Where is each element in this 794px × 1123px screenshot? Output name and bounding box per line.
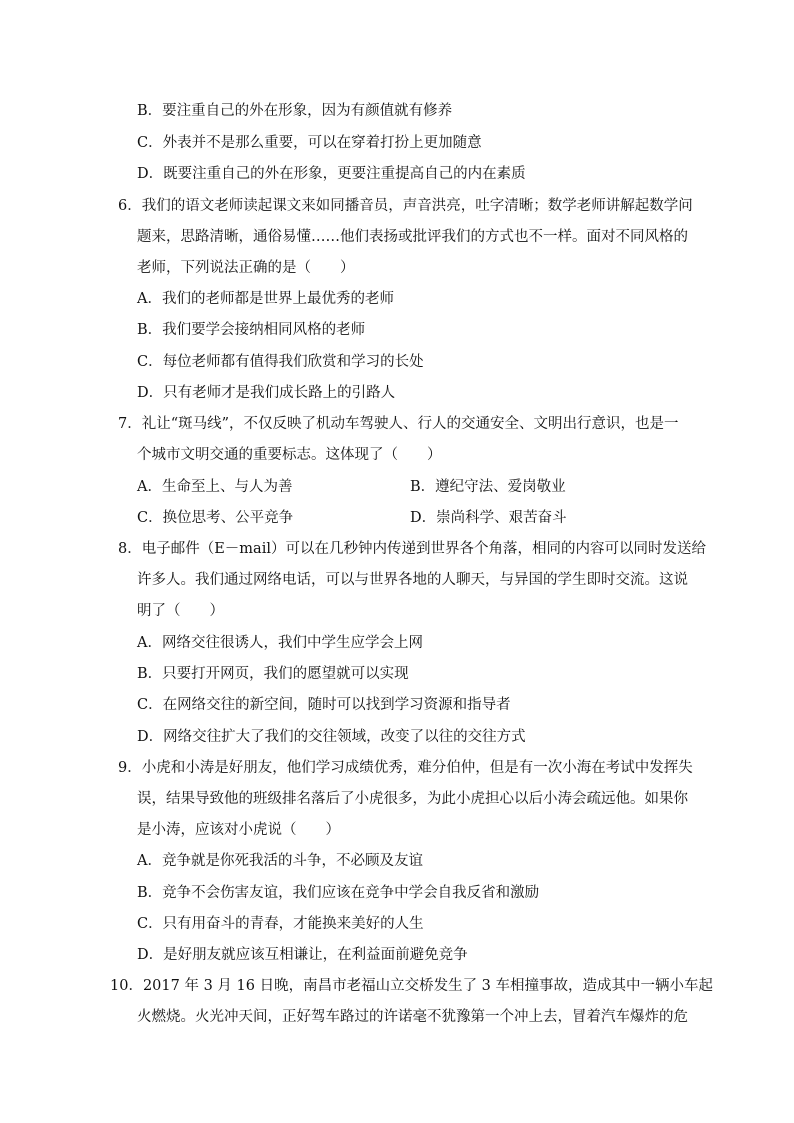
q9-option-a: A．竞争就是你死我活的斗争，不必顾及友谊 <box>137 853 423 869</box>
q9-option-d: D．是好朋友就应该互相谦让，在利益面前避免竞争 <box>137 947 468 963</box>
q6-stem-line-2: 题来，思路清晰，通俗易懂……他们表扬或批评我们的方式也不一样。面对不同风格的 <box>137 229 688 245</box>
q6-option-c: C．每位老师都有值得我们欣赏和学习的长处 <box>137 354 424 370</box>
q8-option-d: D．网络交往扩大了我们的交往领域，改变了以往的交往方式 <box>137 729 526 745</box>
q8-option-a: A．网络交往很诱人，我们中学生应学会上网 <box>137 635 423 651</box>
q8-stem-line-1: 8．电子邮件（E－mail）可以在几秒钟内传递到世界各个角落，相同的内容可以同时发送给 <box>118 541 706 557</box>
q9-stem-line-3: 是小涛，应该对小虎说（ ） <box>137 822 340 838</box>
q9-option-b: B．竞争不会伤害友谊，我们应该在竞争中学会自我反省和激励 <box>137 885 540 901</box>
q7-option-d: D．崇尚科学、艰苦奋斗 <box>410 510 567 526</box>
q8-option-b: B．只要打开网页，我们的愿望就可以实现 <box>137 666 409 682</box>
q6-stem-line-3: 老师，下列说法正确的是（ ） <box>137 260 355 276</box>
q8-stem-line-2: 许多人。我们通过网络电话，可以与世界各地的人聊天，与异国的学生即时交流。这说 <box>137 572 688 588</box>
q8-stem-line-3: 明了（ ） <box>137 603 224 619</box>
q5-option-c: C．外表并不是那么重要，可以在穿着打扮上更加随意 <box>137 135 482 151</box>
q8-option-c: C．在网络交往的新空间，随时可以找到学习资源和指导者 <box>137 697 511 713</box>
q10-stem-line-1: 10．2017 年 3 月 16 日晚，南昌市老福山立交桥发生了 3 车相撞事故，造成其中一辆小车起 <box>110 978 714 994</box>
q6-stem-line-1: 6．我们的语文老师读起课文来如同播音员，声音洪亮，吐字清晰；数学老师讲解起数学问 <box>118 198 693 214</box>
q10-stem-line-2: 火燃烧。火光冲天间，正好驾车路过的许诺毫不犹豫第一个冲上去，冒着汽车爆炸的危 <box>137 1009 688 1025</box>
q9-stem-line-1: 9．小虎和小涛是好朋友，他们学习成绩优秀，难分伯仲，但是有一次小海在考试中发挥失 <box>118 760 693 776</box>
q9-option-c: C．只有用奋斗的青春，才能换来美好的人生 <box>137 916 424 932</box>
q7-stem-line-1: 7．礼让“斑马线”，不仅反映了机动车驾驶人、行人的交通安全、文明出行意识，也是一 <box>118 416 679 432</box>
q9-stem-line-2: 误，结果导致他的班级排名落后了小虎很多，为此小虎担心以后小涛会疏远他。如果你 <box>137 791 688 807</box>
q7-option-a: A．生命至上、与人为善 <box>137 479 293 495</box>
q5-option-b: B．要注重自己的外在形象，因为有颜值就有修养 <box>137 103 453 119</box>
q7-option-b: B．遵纪守法、爱岗敬业 <box>410 479 566 495</box>
q7-option-c: C．换位思考、公平竞争 <box>137 510 294 526</box>
q5-option-d: D．既要注重自己的外在形象，更要注重提高自己的内在素质 <box>137 166 526 182</box>
q6-option-a: A．我们的老师都是世界上最优秀的老师 <box>137 291 394 307</box>
q6-option-b: B．我们要学会接纳相同风格的老师 <box>137 322 366 338</box>
q7-stem-line-2: 个城市文明交通的重要标志。这体现了（ ） <box>137 447 442 463</box>
q6-option-d: D．只有老师才是我们成长路上的引路人 <box>137 385 396 401</box>
